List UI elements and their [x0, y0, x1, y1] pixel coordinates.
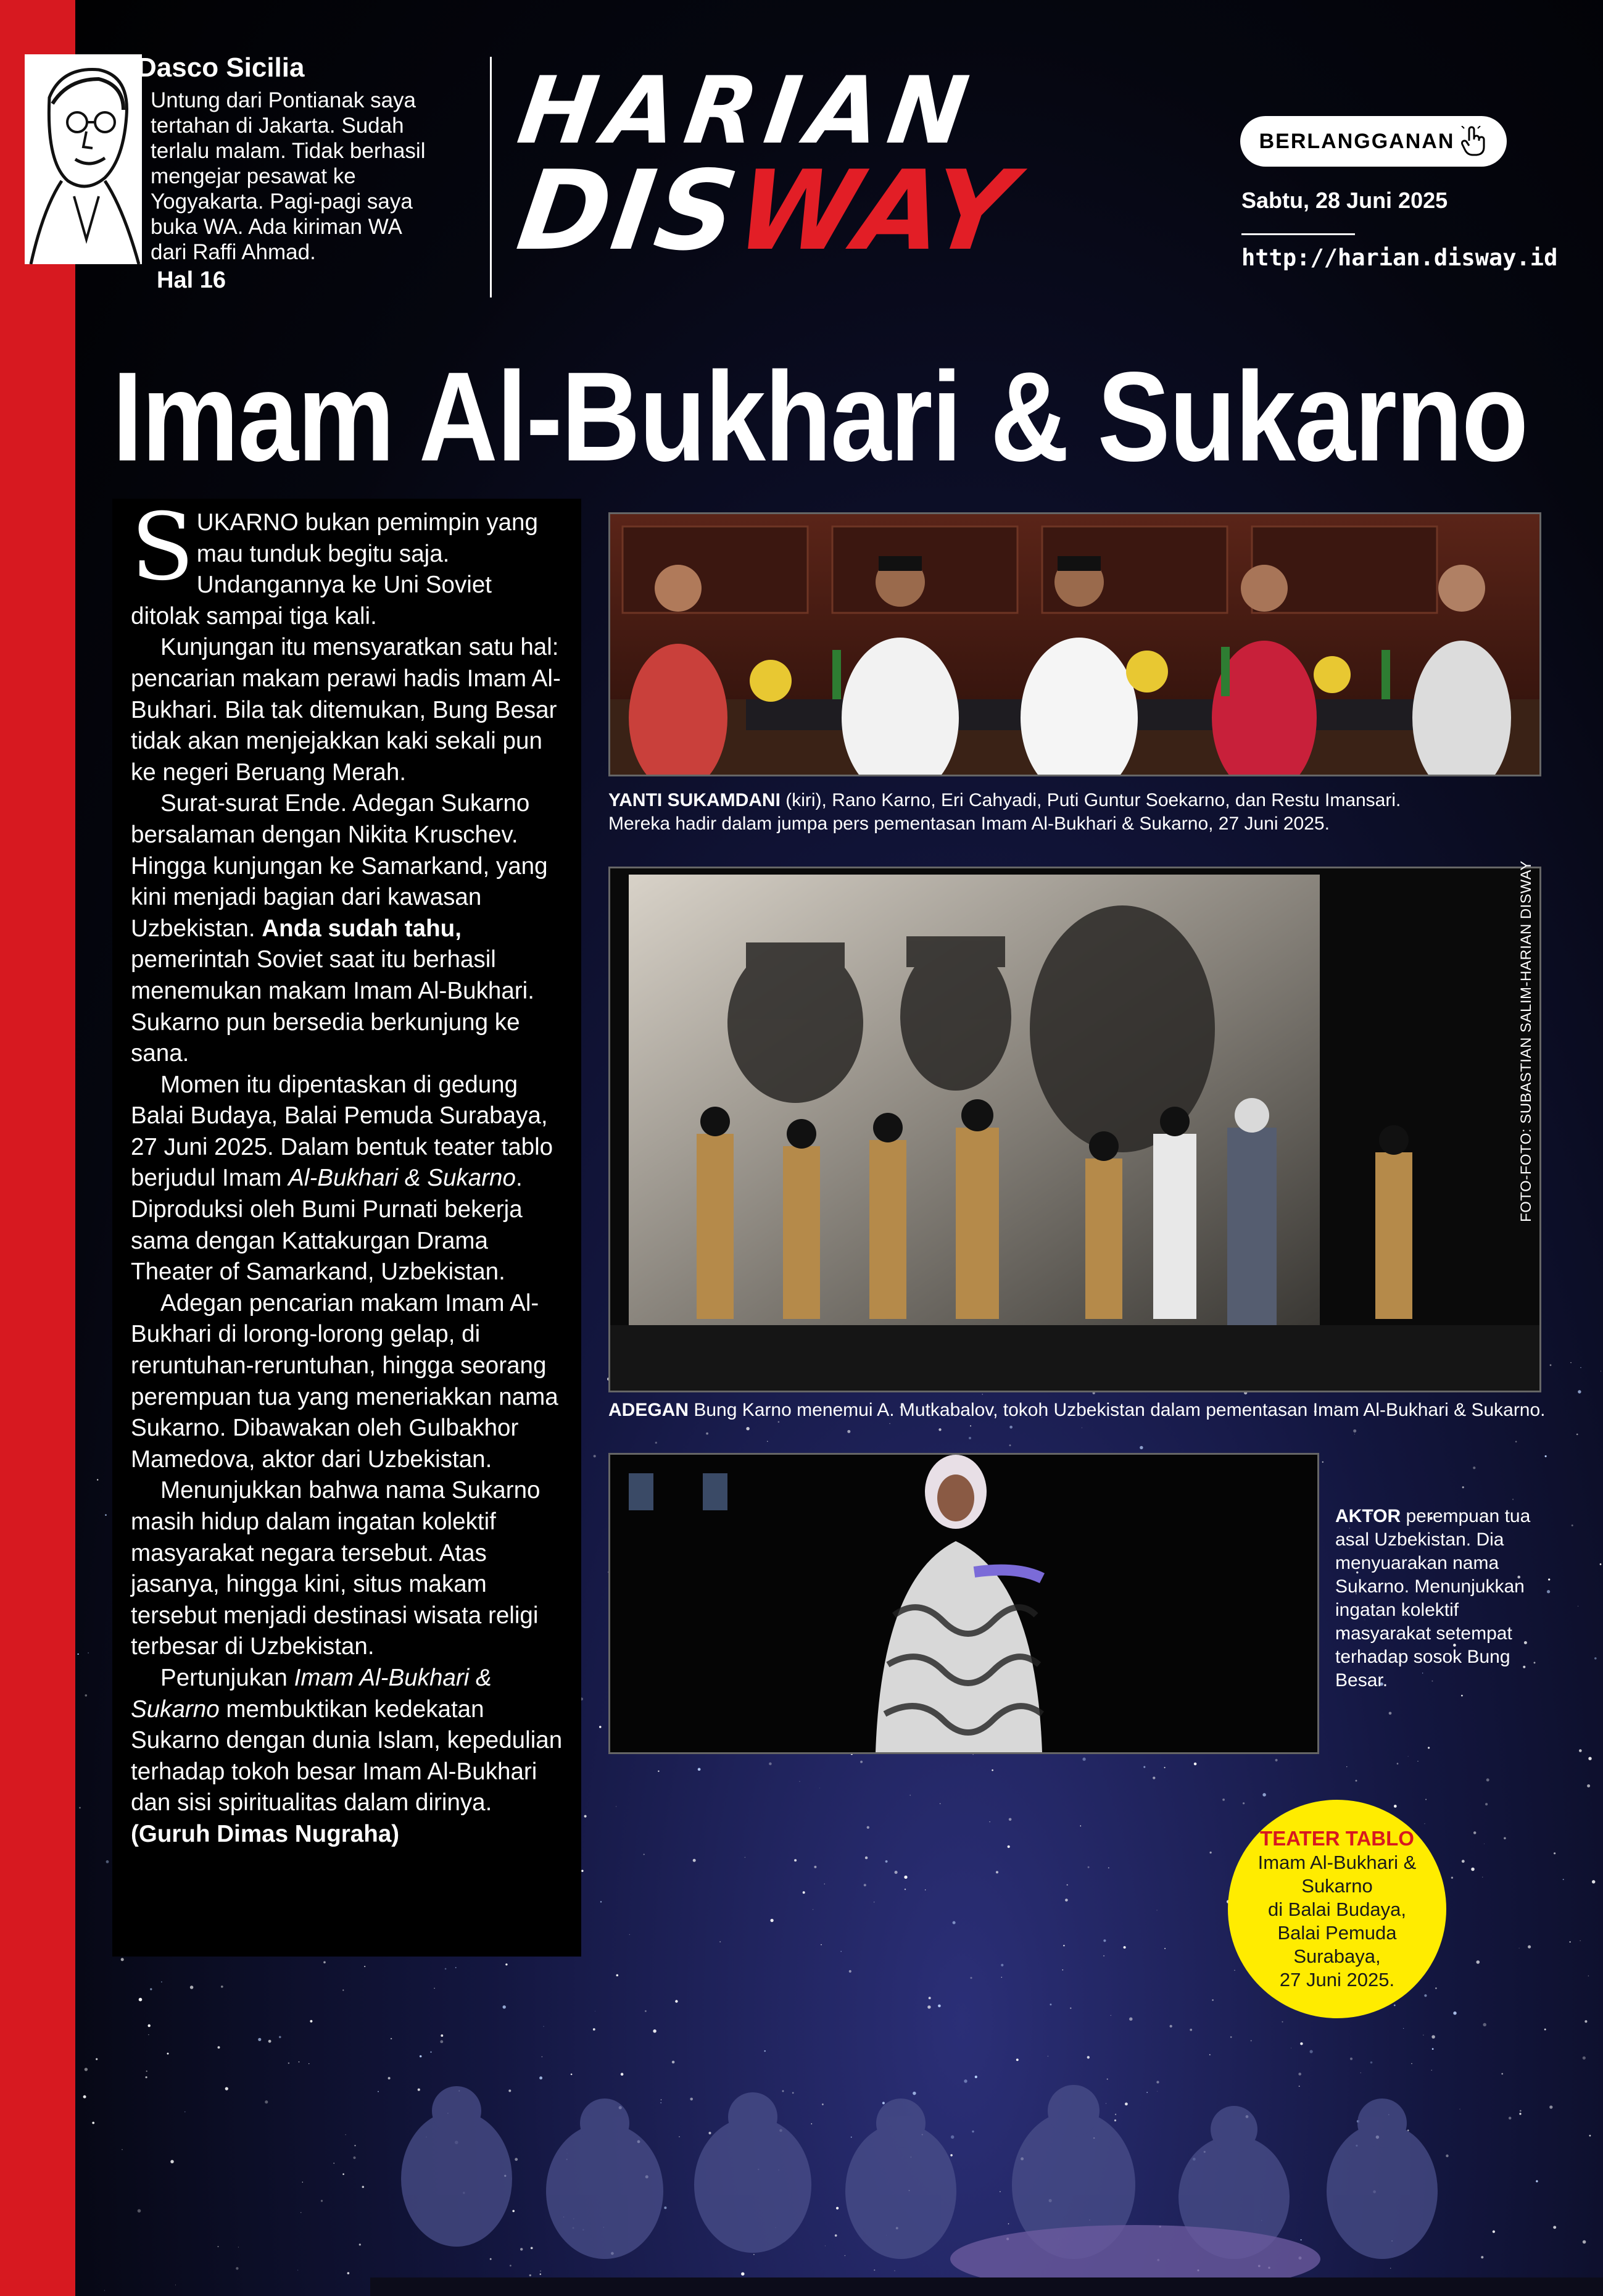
star [1222, 1799, 1225, 1801]
star [148, 2034, 149, 2035]
star [584, 1815, 587, 1818]
star [644, 1853, 645, 1855]
teaser-line: tertahan di Jakarta. Sudah [151, 114, 404, 138]
star [1424, 1994, 1427, 1997]
star [1389, 1712, 1392, 1715]
star [359, 2244, 361, 2245]
star [693, 1859, 696, 1862]
star [1008, 1845, 1010, 1848]
star [889, 1423, 890, 1424]
star [969, 1437, 971, 1439]
star [1164, 1767, 1166, 1768]
star [1576, 1434, 1578, 1436]
photo-credit: FOTO-FOTO: SUBASTIAN SALIM-HARIAN DISWAY [1518, 860, 1535, 1222]
star [146, 2076, 147, 2078]
star [1070, 2007, 1071, 2008]
star [1080, 1826, 1081, 1827]
star [1477, 1960, 1480, 1964]
star [170, 2160, 173, 2163]
star [362, 2186, 365, 2188]
dropcap: S [131, 494, 194, 601]
star [1356, 1780, 1357, 1782]
star [1129, 2017, 1132, 2020]
star [599, 1726, 602, 1728]
star [147, 2024, 150, 2027]
star [1153, 1776, 1155, 1779]
star [982, 1394, 983, 1395]
caption-text: Bung Karno menemui A. Mutkabalov, tokoh Uzbekistan dalam pementasan Imam Al-Bukhari & Sukarno. [689, 1400, 1546, 1420]
star [970, 1977, 972, 1979]
caption-lead: ADEGAN [608, 1400, 689, 1420]
columnist-name: Dasco Sicilia [137, 52, 305, 83]
star [1461, 1695, 1463, 1697]
star [1243, 1802, 1245, 1804]
star [1425, 1799, 1427, 1800]
article-paragraph [131, 1070, 563, 1288]
star [225, 2087, 228, 2090]
article-paragraph: Kunjungan itu mensyaratkan satu hal: pencarian makam perawi hadis Imam Al-Bukhari. Bila tak ditemukan, Bung Besar tidak akan menjejakkan kaki sekali pun ke negeri Beruang Merah. [131, 634, 561, 786]
star [992, 1770, 993, 1771]
star [1394, 2005, 1396, 2007]
star [1482, 1877, 1483, 1878]
star [1428, 1747, 1430, 1749]
page-headline: Imam Al-Bukhari & Sukarno [112, 346, 1528, 488]
star [1417, 1761, 1418, 1762]
star [1009, 1818, 1012, 1821]
star [1124, 1946, 1126, 1949]
star [1512, 1499, 1514, 1500]
star [706, 1433, 708, 1435]
stage-silhouettes [370, 2037, 1603, 2296]
star [1143, 1766, 1145, 1768]
caption-actress [1335, 1505, 1545, 1692]
star [864, 1884, 866, 1886]
star [236, 2267, 238, 2269]
hand-pointer-icon [1460, 126, 1488, 157]
star [594, 1455, 596, 1457]
star [616, 1974, 619, 1977]
star [342, 2173, 344, 2175]
star [1528, 1945, 1531, 1949]
star [1588, 1976, 1589, 1977]
star [1424, 1823, 1425, 1824]
star [745, 1857, 746, 1858]
star [1234, 1970, 1235, 1971]
teaser-line: dari Raffi Ahmad. [151, 240, 316, 264]
star [1587, 1784, 1590, 1787]
star [161, 1981, 162, 1982]
star [79, 1807, 81, 1809]
star [299, 2061, 300, 2063]
star [938, 1428, 941, 1431]
article-text: Surat-surat Ende. Adegan Sukarno bersalaman dengan Nikita Kruschev. Hingga kunjungan ke Samarkand, yang kini menjadi bagian dari kawasan Uzbekistan. [131, 790, 548, 942]
article-text: pemerintah Soviet saat itu berhasil menemukan makam Imam Al-Bukhari. Sukarno pun bersedia berkunjung ke sana. [131, 946, 534, 1067]
star [1001, 1964, 1003, 1966]
article-emphasis: Anda sudah tahu, [262, 915, 462, 942]
star [1408, 1756, 1409, 1757]
star [347, 2272, 350, 2274]
star [1103, 1939, 1106, 1942]
star [310, 2020, 312, 2023]
star [85, 2068, 88, 2071]
star [1103, 1955, 1104, 1957]
article-body [112, 494, 581, 1957]
star [218, 2246, 219, 2247]
star [300, 2212, 301, 2213]
article-title-ref: Imam Al-Bukhari & Sukarno [131, 1664, 492, 1723]
star [77, 1653, 78, 1655]
columnist-teaser-text [151, 88, 470, 265]
star [1082, 1758, 1085, 1761]
star [1580, 1367, 1581, 1368]
teaser-line: Yogyakarta. Pagi-pagi saya [151, 189, 413, 214]
star [1570, 1941, 1571, 1942]
star [1462, 1486, 1464, 1488]
star [904, 1876, 907, 1879]
logo-disway [510, 147, 1199, 275]
badge-text: Imam Al-Bukhari & Sukarno di Balai Budaya, Balai Pemuda Surabaya, 27 Juni 2025. [1257, 1852, 1417, 1990]
star [1108, 1867, 1109, 1868]
star [973, 1754, 974, 1755]
star [938, 2005, 941, 2008]
star [1473, 1466, 1475, 1469]
star [1548, 1578, 1550, 1580]
article-paragraph: Adegan pencarian makam Imam Al-Bukhari di lorong-lorong gelap, di reruntuhan-reruntuhan, hingga seorang perempuan tua yang meneriakkan nama Sukarno. Dibawakan oleh Gulbakhor Mamedova, aktor dari Uzbekistan. [131, 1289, 558, 1473]
star [814, 1866, 816, 1868]
edition-date: Sabtu, 28 Juni 2025 [1241, 188, 1448, 213]
photo-actress [608, 1453, 1319, 1754]
star [719, 1941, 721, 1942]
star [1544, 2029, 1546, 2031]
date-divider [1241, 233, 1355, 235]
star [746, 1427, 749, 1430]
star [1504, 1837, 1506, 1839]
star [1453, 2011, 1456, 2015]
star [1194, 1763, 1197, 1766]
caption-lead: AKTOR [1335, 1506, 1401, 1526]
page-reference: Hal 16 [157, 267, 226, 293]
star [1515, 1441, 1517, 1443]
star [1519, 1948, 1520, 1949]
star [953, 1921, 956, 1924]
star [139, 1998, 143, 2002]
star [445, 1968, 447, 1970]
star [279, 2036, 281, 2039]
columnist-teaser[interactable] [137, 52, 470, 294]
article-text: . Diproduksi oleh Bumi Purnati bekerja sama dengan Kattakurgan Drama Theater of Samarkand, Uzbekistan. [131, 1165, 523, 1286]
star [1579, 1749, 1582, 1752]
star [1262, 1793, 1266, 1797]
star [860, 1761, 863, 1763]
article-title-ref: Al-Bukhari & Sukarno [288, 1165, 516, 1192]
caption-stage-scene [608, 1399, 1571, 1422]
star [138, 2209, 141, 2213]
star [1403, 2028, 1404, 2029]
article-paragraph: Menunjukkan bahwa nama Sukarno masih hidup dalam ingatan kolektif masyarakat negara tersebut. Atas jasanya, hingga kini, situs makam tersebut menjadi destinasi wisata religi terbesar di Uzbekistan. [131, 1477, 541, 1660]
star [1578, 1390, 1581, 1393]
star [1062, 1969, 1064, 1971]
article-paragraph [131, 788, 563, 1069]
star [175, 2285, 176, 2286]
star [803, 1891, 805, 1894]
teaser-line: Untung dari Pontianak saya [151, 88, 416, 112]
star [1473, 1831, 1476, 1834]
star [629, 1934, 630, 1935]
star [1001, 1977, 1002, 1978]
star [840, 1951, 842, 1952]
star [434, 1988, 435, 1989]
star [1584, 2020, 1587, 2023]
star [321, 2200, 323, 2202]
star [698, 1768, 701, 1771]
star [1570, 1362, 1571, 1363]
star [265, 2100, 268, 2103]
star [819, 1788, 820, 1789]
article-byline: (Guruh Dimas Nugraha) [131, 1820, 400, 1847]
star [122, 2149, 123, 2150]
star [970, 1425, 971, 1426]
star [1067, 1884, 1068, 1886]
article-text: Momen itu dipentaskan di gedung Balai Budaya, Balai Pemuda Surabaya, 27 Juni 2025. Dalam bentuk teater tablo berjudul Imam [131, 1071, 553, 1192]
star [1592, 1880, 1596, 1884]
article-text: membuktikan kedekatan Sukarno dengan dunia Islam, kepedulian terhadap tokoh besar Imam Al-Bukhari dan sisi spiritualitas dalam dirinya. [131, 1695, 563, 1816]
logo-dis: DIS [510, 147, 747, 275]
star [268, 2040, 271, 2043]
star [849, 1970, 851, 1973]
star [1547, 1590, 1550, 1593]
star [1451, 1877, 1453, 1879]
caption-lead: YANTI SUKAMDANI [608, 790, 781, 810]
teaser-line: buka WA. Ada kiriman WA [151, 215, 402, 239]
star [1600, 1563, 1602, 1565]
star [503, 2005, 506, 2008]
star [167, 2053, 169, 2055]
star [1088, 1866, 1090, 1868]
star [104, 2290, 105, 2291]
star [1483, 2023, 1486, 2027]
star [929, 1997, 931, 1999]
star [927, 2005, 930, 2008]
star [85, 1694, 87, 1697]
teaser-line: terlalu malam. Tidak berhasil [151, 139, 426, 163]
star [1282, 2021, 1283, 2023]
teaser-line: mengejar pesawat ke [151, 164, 356, 188]
star [297, 2270, 298, 2271]
star [96, 2058, 97, 2060]
star [83, 2095, 86, 2098]
badge-title: TEATER TABLO [1260, 1827, 1414, 1850]
star [354, 2145, 355, 2146]
star [1572, 1524, 1573, 1526]
star [121, 1958, 124, 1961]
star [92, 2122, 94, 2124]
star [1050, 2003, 1051, 2005]
star [1353, 1429, 1356, 1433]
star [1322, 1462, 1323, 1463]
photo-stage-scene [608, 867, 1541, 1392]
star [865, 1857, 868, 1859]
article-paragraph [131, 1663, 563, 1850]
caption-text: Mereka hadir dalam jumpa pers pementasan Imam Al-Bukhari & Sukarno, 27 Juni 2025. [608, 813, 1330, 834]
star [1170, 2025, 1172, 2028]
star [593, 2028, 595, 2031]
caption-text: (kiri), Rano Karno, Eri Cahyadi, Puti Guntur Soekarno, dan Restu Imansari. [780, 790, 1401, 810]
logo-harian: HARIAN [512, 57, 983, 165]
red-sidebar-strip [0, 0, 75, 2296]
star [190, 1986, 194, 1989]
star [1588, 1757, 1591, 1760]
star [658, 1770, 659, 1771]
star [794, 1859, 797, 1861]
star [106, 1860, 109, 1863]
star [105, 1514, 107, 1516]
star [655, 1442, 657, 1444]
star [767, 1441, 768, 1442]
star [1009, 1426, 1013, 1429]
star [1009, 1444, 1011, 1446]
star [1471, 1868, 1475, 1871]
star [342, 1989, 344, 1990]
star [895, 1871, 898, 1874]
caption-press-conference [608, 789, 1541, 836]
star [1346, 1766, 1347, 1767]
photo-press-conference [608, 512, 1541, 776]
star [1275, 1759, 1278, 1762]
star [146, 2071, 147, 2072]
star [925, 1889, 926, 1890]
star [1063, 1945, 1064, 1946]
star [989, 1821, 990, 1822]
star [996, 1871, 998, 1873]
star [675, 2000, 677, 2002]
caption-text: perempuan tua asal Uzbekistan. Dia menyuarakan nama Sukarno. Menunjukkan ingatan kolektif masyarakat setempat terhadap sosok Bung Besar. [1335, 1506, 1531, 1691]
star [867, 1826, 869, 1829]
star [1435, 1987, 1437, 1989]
star [1397, 1763, 1399, 1765]
star [1594, 1657, 1597, 1660]
star [1065, 1899, 1068, 1902]
star [97, 1479, 98, 1480]
star [221, 1986, 223, 1988]
star [364, 1966, 365, 1967]
star [909, 1795, 911, 1796]
star [184, 2111, 186, 2113]
header-divider [490, 57, 492, 297]
columnist-portrait [25, 54, 142, 264]
subscribe-button[interactable] [1240, 116, 1507, 167]
star [645, 2010, 647, 2012]
star [1485, 1803, 1488, 1805]
star [821, 1944, 822, 1945]
star [1190, 2029, 1192, 2031]
star [1486, 1778, 1489, 1781]
star [600, 1901, 602, 1902]
star [353, 2157, 355, 2159]
article-text: UKARNO bukan pemimpin yang mau tunduk begitu saja. Undangannya ke Uni Soviet ditolak sampai tiga kali. [131, 509, 538, 630]
star [1212, 1999, 1214, 2001]
star [847, 1430, 850, 1433]
star [1164, 1948, 1166, 1949]
star [770, 1919, 773, 1922]
article-text: Pertunjukan [160, 1664, 294, 1691]
article-paragraph [131, 494, 563, 632]
star [581, 1870, 583, 1872]
star [1545, 1455, 1547, 1457]
star [1394, 1805, 1397, 1808]
star [1209, 1852, 1211, 1853]
masthead-logo[interactable] [510, 57, 1192, 284]
star [653, 2029, 657, 2033]
star [905, 1889, 906, 1890]
star [88, 1652, 89, 1653]
star [455, 1967, 457, 1968]
star [885, 1860, 888, 1863]
star [218, 2046, 220, 2049]
star [1550, 1364, 1552, 1366]
subscribe-label: BERLANGGANAN [1259, 129, 1455, 153]
star [258, 2038, 261, 2041]
star [1462, 1860, 1465, 1863]
star [288, 2062, 289, 2063]
star [323, 1961, 326, 1963]
website-link[interactable]: http://harian.disway.id [1241, 244, 1558, 271]
star [150, 1988, 152, 1990]
logo-way: WAY [729, 147, 1024, 275]
star [1140, 1446, 1143, 1449]
star [1554, 1852, 1555, 1854]
star [505, 1963, 507, 1965]
star [769, 1762, 772, 1765]
star [1563, 1879, 1564, 1880]
event-badge [1228, 1800, 1446, 2018]
